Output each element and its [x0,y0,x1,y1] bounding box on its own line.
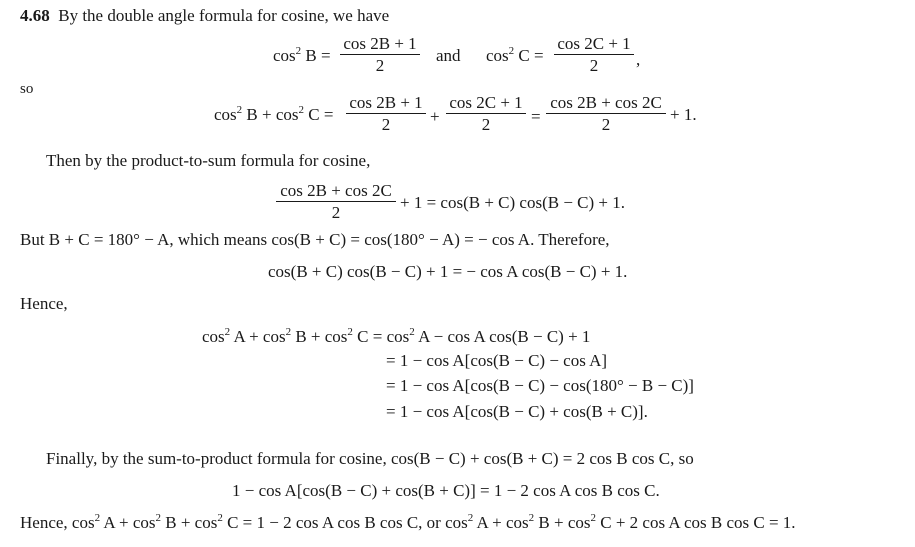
align-row-4: = 1 − cos A[cos(B − C) + cos(B + C)]. [386,402,648,421]
eq1-lhs-c: $\cos^2 C$ = [486,45,544,65]
eq2-frac-3: $\frac{\cos 2B + \cos 2C}{2}$ [546,93,666,136]
eq2-equals: = [531,107,541,126]
text-product: Then by the product-to-sum formula for cosine, [46,151,371,170]
text-finally: Finally, by the sum-to-product formula for cosine, cos(B − C) + cos(B + C) = 2 cos B cos C, so [46,449,694,468]
so-text: so [20,81,34,97]
align-row-2: = 1 − cos A[cos(B − C) − cos A] [386,351,608,370]
eq1-frac-b: $\frac{\cos 2B + 1}{2}$ [340,34,420,77]
eq2-plus: + [430,107,440,126]
eq3-frac: $\frac{\cos 2B + \cos 2C}{2}$ [276,181,396,224]
eq2-lhs: $\cos^2 B + \cos^2 C$ = [214,104,334,124]
problem-number: 4.68 [20,6,50,25]
eq5: 1 − cos A[cos(B − C) + cos(B + C)] = 1 − 2 cos A cos B cos C. [232,481,660,500]
eq1-comma: , [636,50,641,69]
text-but: But B + C = 180° − A, which means cos(B + C) = cos(180° − A) = − cos A. Therefore, [20,230,610,249]
eq3-rhs: + 1 = cos(B + C) cos(B − C) + 1. [400,193,626,212]
intro-text: By the double angle formula for cosine, we have [58,6,390,25]
eq1-and: and [436,46,461,65]
eq1-frac-c: $\frac{\cos 2C + 1}{2}$ [554,34,634,77]
problem-intro [20,5,389,27]
eq2-tail: + 1. [670,105,697,124]
eq2-frac-2: $\frac{\cos 2C + 1}{2}$ [446,93,526,136]
align-row-1: $\cos^2 A + \cos^2 B + \cos^2 C = \cos^2 A - \cos A$ cos(B − C) + 1 [202,326,591,346]
hence-text: Hence, [20,294,68,313]
eq2-frac-1: $\frac{\cos 2B + 1}{2}$ [346,93,426,136]
eq4: cos(B + C) cos(B − C) + 1 = − cos A cos(B − C) + 1. [268,262,628,281]
conclusion: Hence, $\cos^2 A + \cos^2 B + \cos^2 C = 1 - 2$ cos A cos B cos C, or $\cos^2 A + \cos^2 B + \cos^2 C + 2$ cos A cos B cos C = 1. [20,512,796,532]
align-row-3: = 1 − cos A[cos(B − C) − cos(180° − B − C)] [386,376,694,395]
eq1-lhs-b: $\cos^2 B$ = [273,45,331,65]
